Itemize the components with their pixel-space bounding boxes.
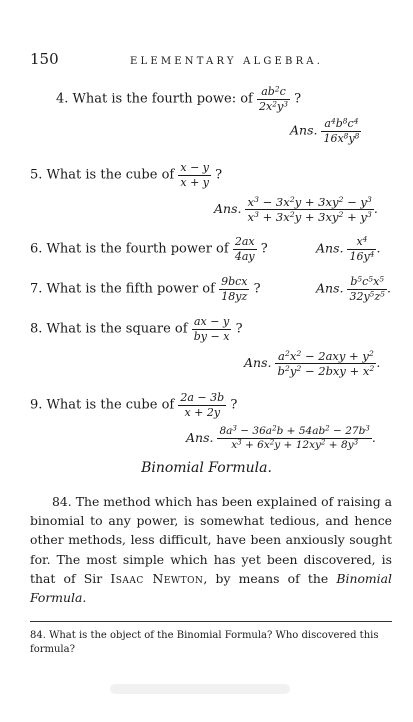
paragraph-text: The method which has been explained of raising a binomial to any power, is somewhat tedious, and hence other methods, less difficult, have been anxiously sought for. The most simple which has yet been discovered, is that of Sir xyxy=(30,494,392,586)
answer-label: Ans. xyxy=(316,280,344,296)
math-expression: $\frac{8a^3 - 36a^2b + 54ab^2 - 27b^3}{x^3 + 6x^2y + 12xy^2 + 8y^3}$ xyxy=(219,423,370,452)
problem-question: What is the square of xyxy=(46,321,188,337)
math-expression: $\frac{b^5c^5x^5}{32y^5z^5}$ xyxy=(349,274,385,303)
answer-8: Ans. $\frac{a^2x^2 - 2axy + y^2}{b^2y^2 - 2bxy + x^2}$ . xyxy=(244,349,381,379)
body-paragraph xyxy=(30,492,392,607)
problem-4: 4. What is the fourth powe: of $\frac{ab^2c}{2x^2y^3}$ ? xyxy=(56,84,302,113)
problem-number: 7. xyxy=(30,281,43,297)
math-expression: $\frac{a^4b^8c^4}{16x^8y^8}$ xyxy=(323,116,360,145)
person-name: Isaac Newton xyxy=(110,570,204,586)
answer-5: Ans. $\frac{x^3 - 3x^2y + 3xy^2 - y^3}{x^3 + 3x^2y + 3xy^2 + y^3}$ . xyxy=(214,195,378,225)
emphasis-term: Binomial Formula xyxy=(30,570,392,606)
answer-label: Ans. xyxy=(316,240,344,256)
answer-label: Ans. xyxy=(186,430,214,446)
answer-4 xyxy=(290,118,361,144)
section-heading: Binomial Formula. xyxy=(141,460,272,476)
answer-label: Ans. xyxy=(290,122,318,138)
problem-9: 9. What is the cube of $\frac{2a - 3b}{x + 2y}$ ? xyxy=(30,391,238,419)
page-number: 150 xyxy=(30,50,59,68)
footnote: 84. What is the object of the Binomial Formula? Who discovered this formula? xyxy=(30,630,379,655)
math-expression: $\frac{x^3 - 3x^2y + 3xy^2 - y^3}{x^3 + 3x^2y + 3xy^2 + y^3}$ xyxy=(247,195,372,225)
math-expression: $\frac{a^2x^2 - 2axy + y^2}{b^2y^2 - 2bxy + x^2}$ xyxy=(277,349,375,379)
math-expression: $\frac{ab^2c}{2x^2y^3}$ xyxy=(259,84,288,113)
problem-question: What is the cube of xyxy=(46,167,175,183)
page-smudge xyxy=(110,684,290,694)
problem-number: 4. xyxy=(56,91,69,107)
running-head: ELEMENTARY ALGEBRA. xyxy=(130,56,324,67)
problem-question: What is the fourth power of xyxy=(46,241,229,257)
problem-6: 6. What is the fourth power of $\frac{2ax}{4ay}$ ? xyxy=(30,235,268,263)
math-expression: $\frac{ax - y}{by - x}$ xyxy=(193,315,230,343)
math-expression: $\frac{\text{9bcx}}{18yz}$ xyxy=(221,275,248,303)
problem-question: What is the fourth powe: of xyxy=(72,91,253,107)
math-expression: $\frac{2ax}{4ay}$ xyxy=(234,235,255,263)
problem-question: What is the fifth power of xyxy=(46,281,215,297)
answer-9: Ans. $\frac{8a^3 - 36a^2b + 54ab^2 - 27b^3}{x^3 + 6x^2y + 12xy^2 + 8y^3}$ . xyxy=(186,423,376,452)
footnote-rule xyxy=(30,621,392,622)
problem-8: 8. What is the square of $\frac{ax - y}{by - x}$ ? xyxy=(30,315,243,343)
problem-number: 9. xyxy=(30,397,43,413)
problem-number: 6. xyxy=(30,241,43,257)
answer-6: Ans. $\frac{x^4}{16y^4}$ . xyxy=(316,234,381,263)
math-expression: $\frac{x^4}{16y^4}$ xyxy=(349,234,375,263)
answer-label: Ans. xyxy=(214,201,242,217)
paragraph-text-continued: , by means of the xyxy=(203,570,329,586)
answer-label: Ans. xyxy=(244,355,272,371)
problem-number: 5. xyxy=(30,167,43,183)
paragraph-number: 84. xyxy=(52,494,72,509)
problem-question: What is the cube of xyxy=(46,397,175,413)
problem-7: 7. What is the fifth power of $\frac{\text{9bcx}}{18yz}$ ? xyxy=(30,275,261,303)
problem-5: 5. What is the cube of $\frac{x - y}{x + y}$ ? xyxy=(30,161,223,189)
answer-7: Ans. $\frac{b^5c^5x^5}{32y^5z^5}$ . xyxy=(316,274,391,303)
paragraph-end: . xyxy=(82,590,87,606)
problem-number: 8. xyxy=(30,321,43,337)
math-expression: $\frac{x - y}{x + y}$ xyxy=(180,161,210,189)
math-expression: $\frac{2a - 3b}{x + 2y}$ xyxy=(180,391,225,419)
